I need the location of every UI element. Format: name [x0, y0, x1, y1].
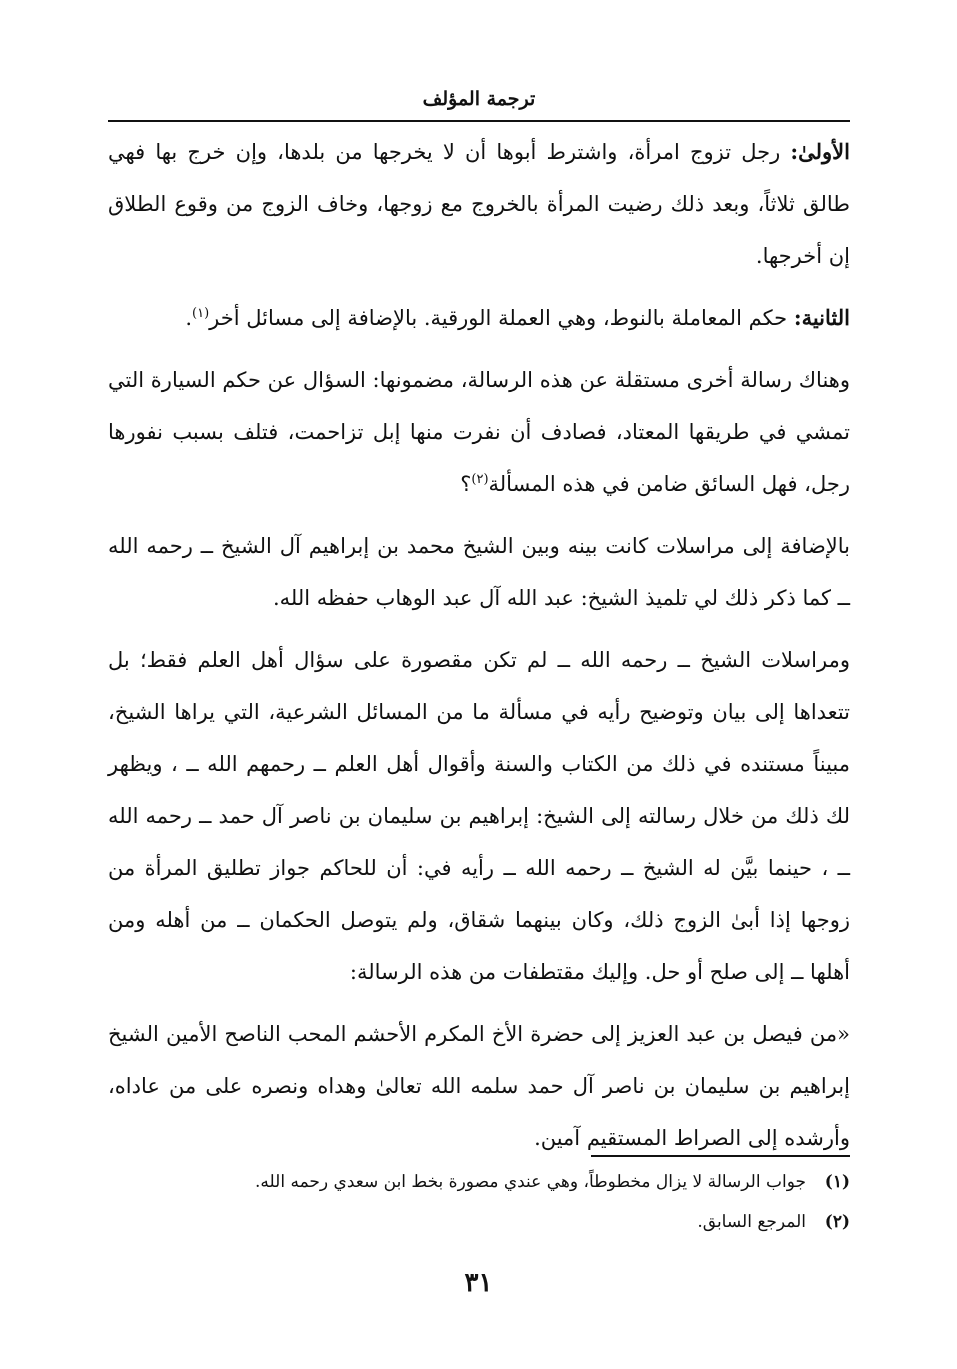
correspondence-text: بالإضافة إلى مراسلات كانت بينه وبين الشيخ محمد بن إبراهيم آل الشيخ ــ رحمه الله ــ كما ذكر ذلك لي تلميذ الشيخ: عبد الله آل عبد الوهاب حفظه الله.: [108, 534, 850, 610]
paragraph-first-question: [108, 126, 850, 282]
footnote-1-number: (١): [824, 1172, 850, 1192]
footnotes: [108, 1162, 850, 1242]
footnote-2: [108, 1202, 850, 1242]
footnote-2-number: (٢): [824, 1212, 850, 1232]
paragraph-sheikh-letters: [108, 634, 850, 998]
paragraph-other-letter: [108, 354, 850, 510]
footnote-1: [108, 1162, 850, 1202]
second-text: حكم المعاملة بالنوط، وهي العملة الورقية. بالإضافة إلى مسائل أخر: [209, 306, 794, 330]
paragraph-letter-quote: [108, 1008, 850, 1164]
running-title: ترجمة المؤلف: [422, 88, 536, 110]
footnote-2-text: المرجع السابق.: [697, 1212, 806, 1232]
footnote-ref-1[interactable]: (١): [192, 306, 210, 321]
letter-quote-text: «من فيصل بن عبد العزيز إلى حضرة الأخ المكرم الأحشم المحب الناصح الأمين الشيخ إبراهيم بن سليمان بن ناصر آل حمد سلمه الله تعالىٰ وهداه ونصره على من عاداه، وأرشده إلى الصراط المستقيم آمين.: [108, 1022, 850, 1150]
paragraph-second-question: [108, 292, 850, 344]
main-text: [108, 126, 850, 1174]
page-number: ٣١: [464, 1268, 493, 1298]
header-rule: [108, 120, 850, 122]
second-label: الثانية:: [793, 305, 850, 330]
other-letter-text: وهناك رسالة أخرى مستقلة عن هذه الرسالة، مضمونها: السؤال عن حكم السيارة التي تمشي في طريقها المعتاد، فصادف أن نفرت منها إبل تزاحمت، فتلف بسبب نفورها رجل، فهل السائق ضامن في هذه المسألة: [108, 368, 850, 496]
paragraph-correspondence: [108, 520, 850, 624]
footnote-rule: [591, 1155, 850, 1157]
second-end: .: [185, 306, 192, 330]
sheikh-letters-text: ومراسلات الشيخ ــ رحمه الله ــ لم تكن مقصورة على سؤال أهل العلم فقط؛ بل تتعداها إلى بيان وتوضيح رأيه في مسألة ما من المسائل الشرعية، التي يراها الشيخ، مبيناً مستنده في ذلك من الكتاب والسنة وأقوال أهل العلم ــ رحمهم الله ــ ، ويظهر لك ذلك من خلال رسالته إلى الشيخ: إبراهيم بن سليمان بن ناصر آل حمد ــ رحمه الله ــ ، حينما بيَّن له الشيخ ــ رحمه الله ــ رأيه في: أن للحاكم جواز تطليق المرأة من زوجها إذا أبىٰ الزوج ذلك، وكان بينهما شقاق، ولم يتوصل الحكمان ــ من أهله ومن أهلها ــ إلى صلح أو حل. وإليك مقتطفات من هذه الرسالة:: [108, 648, 850, 984]
footnote-1-text: جواب الرسالة لا يزال مخطوطاً، وهي عندي مصورة بخط ابن سعدي رحمه الله.: [255, 1172, 806, 1192]
first-text: رجل تزوج امرأة، واشترط أبوها أن لا يخرجها من بلدها، وإن خرج بها فهي طالق ثلاثاً، وبعد ذلك رضيت المرأة بالخروج مع زوجها، وخاف الزوج من وقوع الطلاق إن أخرجها.: [108, 140, 850, 268]
other-letter-end: ؟: [460, 472, 472, 496]
first-label: الأولىٰ:: [790, 139, 850, 164]
footnote-ref-2[interactable]: (٢): [471, 472, 489, 487]
